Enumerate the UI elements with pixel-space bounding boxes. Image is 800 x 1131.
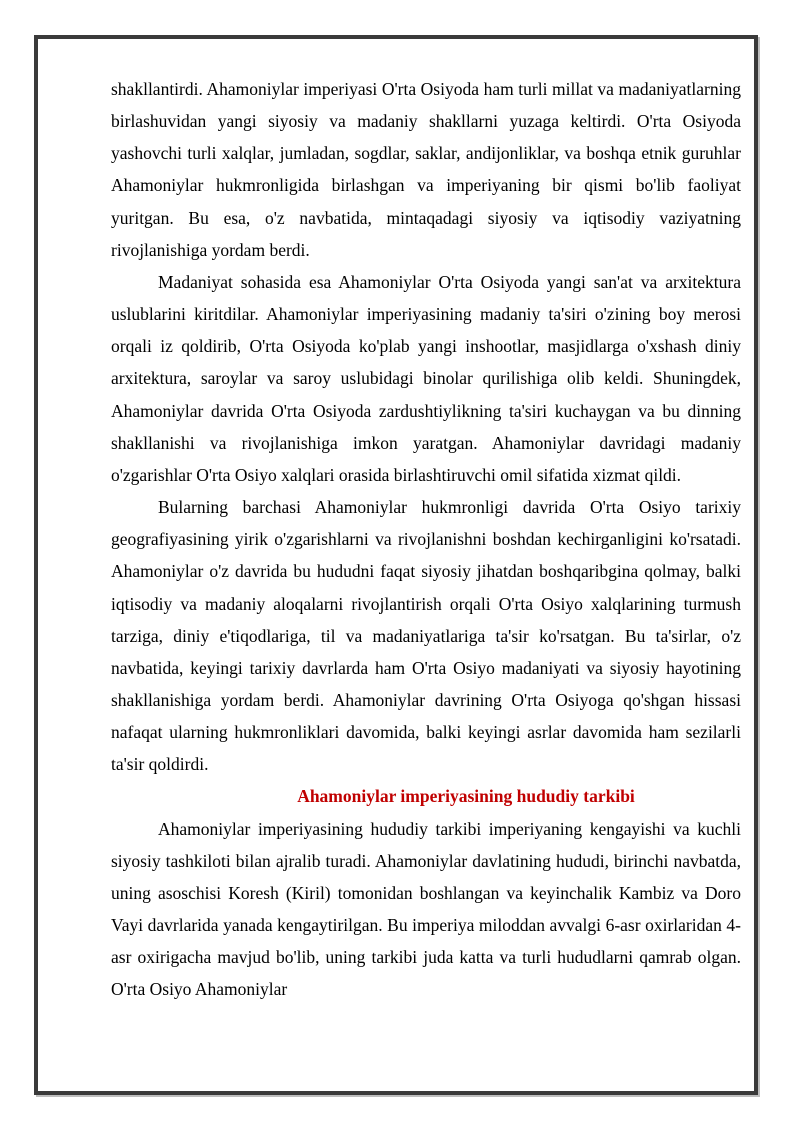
- paragraph-summary: Bularning barchasi Ahamoniylar hukmronligi davrida O'rta Osiyo tarixiy geografiyasining yirik o'zgarishlarni va rivojlanishni boshdan kechirganligini ko'rsatadi. Ahamoniylar o'z davrida bu hududni faqat siyosiy jihatdan boshqaribgina qolmay, balki iqtisodiy va madaniy aloqalarni rivojlantirish orqali O'rta Osiyo xalqlarining turmush tarziga, diniy e'tiqodlariga, til va madaniyatlariga ta'sir ko'rsatgan. Bu ta'sirlar, o'z navbatida, keyingi tarixiy davrlarda ham O'rta Osiyo madaniyati va siyosiy hayotining shakllanishiga yordam berdi. Ahamoniylar davrining O'rta Osiyoga qo'shgan hissasi nafaqat ularning hukmronliklari davomida, balki keyingi asrlar davomida ham sezilarli ta'sir qoldirdi.: [111, 497, 741, 775]
- paragraph-culture: Madaniyat sohasida esa Ahamoniylar O'rta Osiyoda yangi san'at va arxitektura uslublarini kiritdilar. Ahamoniylar imperiyasining madaniy ta'siri o'zining boy merosi orqali iz qoldirib, O'rta Osiyoda ko'plab yangi inshootlar, masjidlarga o'xshash diniy arxitektura, saroylar va saroy uslubidagi binolar qurilishiga olib keldi. Shuningdek, Ahamoniylar davrida O'rta Osiyoda zardushtiylikning ta'siri kuchaygan va bu dinning shakllanishi va rivojlanishiga imkon yaratgan. Ahamoniylar davridagi madaniy o'zgarishlar O'rta Osiyo xalqlari orasida birlashtiruvchi omil sifatida xizmat qildi.: [111, 271, 741, 485]
- paragraph-continued: shakllantirdi. Ahamoniylar imperiyasi O'rta Osiyoda ham turli millat va madaniyatlarning birlashuvidan yangi siyosiy va madaniy shakllarni yuzaga keltirdi. O'rta Osiyoda yashovchi turli xalqlar, jumladan, sogdlar, saklar, andijonliklar, va boshqa etnik guruhlar Ahamoniylar hukmronligida birlashgan va imperiyaning bir qismi bo'lib faoliyat yuritgan. Bu esa, o'z navbatida, mintaqadagi siyosiy va iqtisodiy vaziyatning rivojlanishiga yordam berdi.: [111, 79, 741, 260]
- section-heading: Ahamoniylar imperiyasining hududiy tarkibi: [297, 786, 635, 807]
- paragraph-territory: Ahamoniylar imperiyasining hududiy tarkibi imperiyaning kengayishi va kuchli siyosiy tashkiloti bilan ajralib turadi. Ahamoniylar davlatining hududi, birinchi navbatda, uning asoschisi Koresh (Kiril) tomonidan boshlangan va keyinchalik Kambiz va Doro Vayi davrlarida yanada kengaytirilgan. Bu imperiya miloddan avvalgi 6-asr oxirlaridan 4-asr oxirigacha mavjud bo'lib, uning tarkibi juda katta va turli hududlarni qamrab olgan. O'rta Osiyo Ahamoniylar: [111, 818, 741, 1000]
- document-body: [111, 73, 741, 1006]
